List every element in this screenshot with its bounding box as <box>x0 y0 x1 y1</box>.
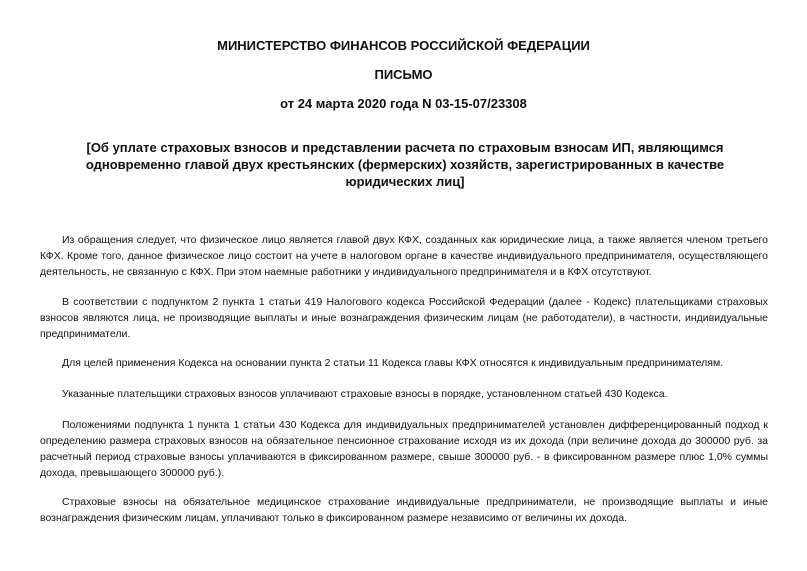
date-number-heading: от 24 марта 2020 года N 03-15-07/23308 <box>280 96 527 111</box>
paragraph-6: Страховые взносы на обязательное медицинское страхование индивидуальные предприниматели, не производящие выплаты и иные вознаграждения физическим лицам, уплачивают только в фиксированном размере независимо от величины их дохода. <box>40 496 768 524</box>
paragraph-2: В соответствии с подпунктом 2 пункта 1 статьи 419 Налогового кодекса Российской Федерации (далее - Кодекс) плательщиками страховых взносов являются лица, не производящие выплаты и иные вознаграждения физическим лицам (не работодатели), в частности, индивидуальные предприниматели. <box>40 296 768 340</box>
letter-subject: [Об уплате страховых взносов и представлении расчета по страховым взносам ИП, являющимся одновременно главой двух крестьянских (фермерских) хозяйств, зарегистрированных в качестве юридических лиц] <box>85 140 725 189</box>
document-type-heading: ПИСЬМО <box>374 67 433 82</box>
paragraph-5: Положениями подпункта 1 пункта 1 статьи 430 Кодекса для индивидуальных предпринимателей установлен дифференцированный подход к определению размера страховых взносов на обязательное пенсионное страхование исходя из их дохода (при величине дохода до 300000 руб. за расчетный период страховые взносы уплачиваются в фиксированном размере, свыше 300000 руб. - в фиксированном размере плюс 1,0% суммы дохода, превышающего 300000 руб.). <box>40 419 768 479</box>
paragraph-3: Для целей применения Кодекса на основании пункта 2 статьи 11 Кодекса главы КФХ относятся к индивидуальным предпринимателям. <box>62 357 724 369</box>
paragraph-1: Из обращения следует, что физическое лицо является главой двух КФХ, созданных как юридические лица, а также является членом третьего КФХ. Кроме того, данное физическое лицо состоит на учете в налоговом органе в качестве индивидуального предпринимателя, осуществляющего деятельность, не связанную с КФХ. При этом наемные работники у индивидуального предпринимателя и в КФХ отсутствуют. <box>40 234 768 278</box>
paragraph-4: Указанные плательщики страховых взносов уплачивают страховые взносы в порядке, установленном статьей 430 Кодекса. <box>62 388 668 400</box>
ministry-heading: МИНИСТЕРСТВО ФИНАНСОВ РОССИЙСКОЙ ФЕДЕРАЦИИ <box>217 38 590 53</box>
